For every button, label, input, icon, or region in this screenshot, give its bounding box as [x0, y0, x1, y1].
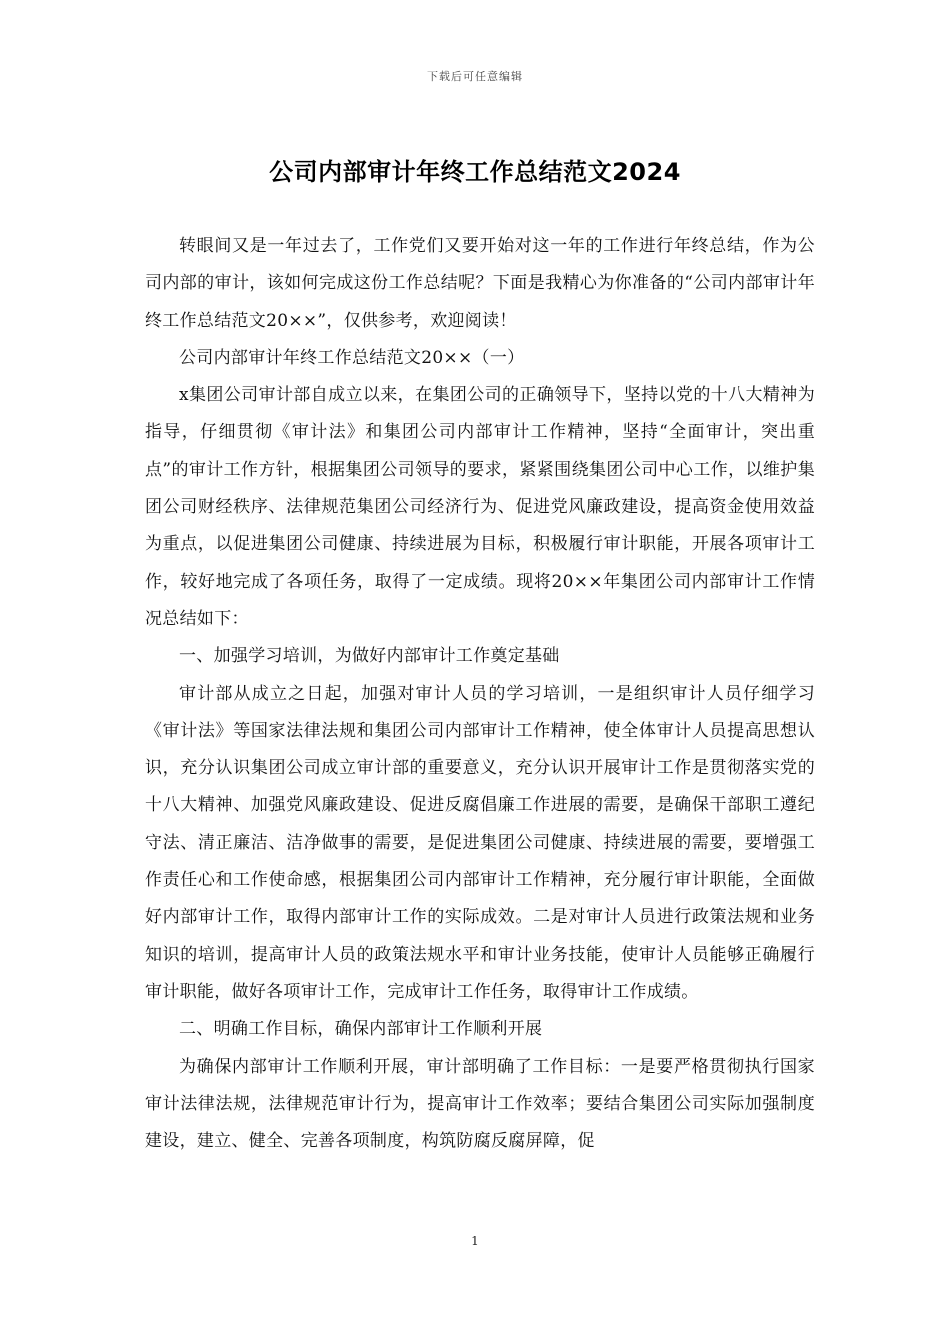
- paragraph-section-2: 为确保内部审计工作顺利开展，审计部明确了工作目标：一是要严格贯彻执行国家审计法律法规，法律规范审计行为，提高审计工作效率；要结合集团公司实际加强制度建设，建立、健全、完善各项制度，构筑防腐反腐屏障，促: [145, 1056, 815, 1152]
- paragraph-intro: 转眼间又是一年过去了，工作党们又要开始对这一年的工作进行年终总结，作为公司内部的审计，该如何完成这份工作总结呢？下面是我精心为你准备的“公司内部审计年终工作总结范文20××”，仅供参考，欢迎阅读！: [145, 236, 815, 331]
- section-heading-2: 二、明确工作目标，确保内部审计工作顺利开展: [179, 1019, 543, 1040]
- document-body: [145, 228, 815, 1160]
- paragraph-overview: x集团公司审计部自成立以来，在集团公司的正确领导下，坚持以党的十八大精神为指导，仔细贯彻《审计法》和集团公司内部审计工作精神，坚持“全面审计，突出重点”的审计工作方针，根据集团公司领导的要求，紧紧围绕集团公司中心工作，以维护集团公司财经秩序、法律规范集团公司经济行为、促进党风廉政建设，提高资金使用效益为重点，以促进集团公司健康、持续进展为目标，积极履行审计职能，开展各项审计工作，较好地完成了各项任务，取得了一定成绩。现将20××年集团公司内部审计工作情况总结如下：: [145, 385, 815, 629]
- document-title: 公司内部审计年终工作总结范文2024: [269, 158, 681, 186]
- paragraph-section-1: 审计部从成立之日起，加强对审计人员的学习培训，一是组织审计人员仔细学习《审计法》等国家法律法规和集团公司内部审计工作精神，使全体审计人员提高思想认识，充分认识集团公司成立审计部的重要意义，充分认识开展审计工作是贯彻落实党的十八大精神、加强党风廉政建设、促进反腐倡廉工作进展的需要，是确保干部职工遵纪守法、清正廉洁、洁净做事的需要，是促进集团公司健康、持续进展的需要，要增强工作责任心和工作使命感，根据集团公司内部审计工作精神，充分履行审计职能，全面做好内部审计工作，取得内部审计工作的实际成效。二是对审计人员进行政策法规和业务知识的培训，提高审计人员的政策法规水平和审计业务技能，使审计人员能够正确履行审计职能，做好各项审计工作，完成审计工作任务，取得审计工作成绩。: [145, 683, 815, 1002]
- page-number: 1: [471, 1234, 479, 1248]
- paragraph-subtitle: 公司内部审计年终工作总结范文20××（一）: [179, 347, 525, 368]
- section-heading-1: 一、加强学习培训，为做好内部审计工作奠定基础: [179, 646, 560, 667]
- page-header: 下载后可任意编辑: [427, 70, 523, 83]
